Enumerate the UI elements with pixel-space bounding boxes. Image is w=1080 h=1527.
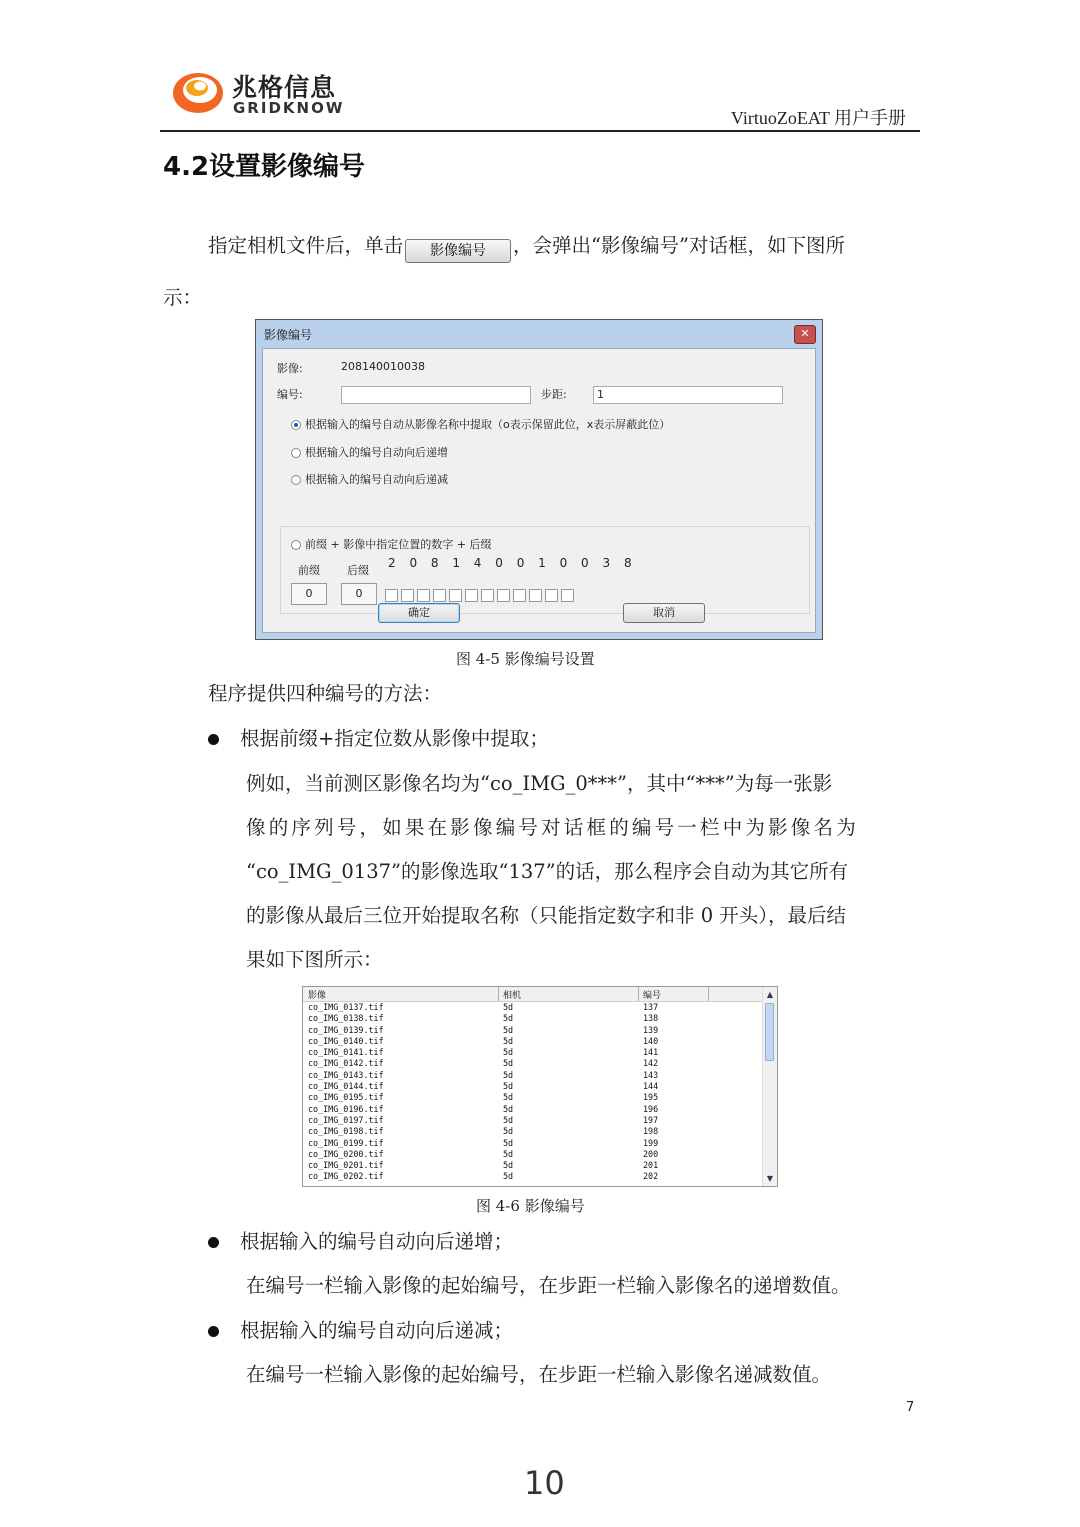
page-number: 7 (906, 1400, 915, 1415)
radio-icon[interactable] (291, 540, 301, 550)
cell-image-name: co_IMG_0195.tif (308, 1092, 384, 1103)
cell-camera: 5d (503, 1171, 514, 1182)
cell-image-name: co_IMG_0140.tif (308, 1035, 384, 1046)
cell-number: 198 (643, 1126, 659, 1137)
example-paragraph (246, 762, 926, 982)
example-line: 例如，当前测区影像名均为“co_IMG_0***”，其中“***”为每一张影 (246, 772, 833, 795)
cell-number: 142 (643, 1058, 659, 1069)
table-row[interactable] (303, 1025, 765, 1036)
cell-camera: 5d (503, 1058, 514, 1069)
image-digits: 2 0 8 1 4 0 0 1 0 0 3 8 (388, 556, 637, 570)
digit-checkbox[interactable] (561, 589, 574, 602)
digit-checkbox[interactable] (385, 589, 398, 602)
scroll-thumb[interactable] (765, 1003, 774, 1061)
digit-checkbox[interactable] (433, 589, 446, 602)
table-rows (303, 1002, 765, 1183)
table-row[interactable] (303, 1126, 765, 1137)
table-row[interactable] (303, 1092, 765, 1103)
cell-number: 138 (643, 1013, 659, 1024)
cell-image-name: co_IMG_0143.tif (308, 1069, 384, 1080)
cell-image-name: co_IMG_0139.tif (308, 1024, 384, 1035)
table-row[interactable] (303, 1047, 765, 1058)
table-row[interactable] (303, 1160, 765, 1171)
number-input[interactable] (341, 386, 531, 404)
method-2-title: 根据输入的编号自动向后递增； (240, 1230, 514, 1253)
cell-image-name: co_IMG_0137.tif (308, 1002, 384, 1012)
intro-line-2: 示： (163, 286, 203, 309)
column-header-image[interactable]: 影像 (308, 991, 327, 1001)
prefix-suffix-group (280, 526, 810, 614)
cell-number: 201 (643, 1160, 659, 1171)
table-row[interactable] (303, 1002, 765, 1013)
bullet-icon (208, 1326, 219, 1337)
cell-image-name: co_IMG_0201.tif (308, 1160, 384, 1171)
radio-icon[interactable] (291, 475, 301, 485)
intro-text-after: ，会弹出“影像编号”对话框，如下图所 (513, 234, 845, 257)
cell-number: 143 (643, 1069, 659, 1080)
option-prefix-suffix-label: 前缀 + 影像中指定位置的数字 + 后缀 (305, 538, 492, 551)
table-row[interactable] (303, 1138, 765, 1149)
method-3-title: 根据输入的编号自动向后递减； (240, 1319, 514, 1342)
image-label: 影像: (277, 362, 303, 375)
figure-caption-4-5: 图 4-5 影像编号设置 (456, 650, 595, 668)
image-numbering-dialog (255, 319, 823, 640)
digit-checkbox[interactable] (481, 589, 494, 602)
cell-number: 144 (643, 1081, 659, 1092)
cell-image-name: co_IMG_0200.tif (308, 1148, 384, 1159)
bullet-icon (208, 734, 219, 745)
digit-checkbox[interactable] (513, 589, 526, 602)
cell-camera: 5d (503, 1160, 514, 1171)
cell-camera: 5d (503, 1137, 514, 1148)
example-line: 果如下图所示： (246, 948, 383, 971)
cancel-button[interactable]: 取消 (623, 603, 705, 623)
scroll-down-icon[interactable]: ▼ (766, 1174, 774, 1183)
cell-number: 196 (643, 1103, 659, 1114)
cell-camera: 5d (503, 1035, 514, 1046)
option-decrement[interactable] (291, 471, 448, 487)
digit-checkbox[interactable] (401, 589, 414, 602)
cell-number: 199 (643, 1137, 659, 1148)
table-row[interactable] (303, 1058, 765, 1069)
dialog-body (262, 348, 816, 633)
example-line: 的影像从最后三位开始提取名称（只能指定数字和非 0 开头），最后结 (246, 904, 847, 927)
cell-number: 197 (643, 1114, 659, 1125)
image-numbering-table (302, 986, 778, 1187)
column-header-number[interactable]: 编号 (643, 991, 662, 1001)
cell-image-name: co_IMG_0142.tif (308, 1058, 384, 1069)
digit-checkbox[interactable] (417, 589, 430, 602)
number-label: 编号: (277, 388, 303, 401)
cell-camera: 5d (503, 1148, 514, 1159)
figure-caption-4-6: 图 4-6 影像编号 (476, 1197, 585, 1215)
digit-checkbox[interactable] (497, 589, 510, 602)
cell-number: 200 (643, 1148, 659, 1159)
table-row[interactable] (303, 1149, 765, 1160)
option-extract-from-name[interactable] (291, 416, 670, 432)
bullet-icon (208, 1237, 219, 1248)
cell-image-name: co_IMG_0138.tif (308, 1013, 384, 1024)
gridknow-logo-icon (170, 66, 226, 116)
table-scrollbar[interactable] (762, 987, 777, 1186)
digit-checkbox[interactable] (465, 589, 478, 602)
table-row[interactable] (303, 1036, 765, 1047)
image-value: 208140010038 (341, 360, 425, 373)
cell-camera: 5d (503, 1013, 514, 1024)
prefix-spinner[interactable]: 0 (291, 583, 327, 605)
radio-icon[interactable] (291, 420, 301, 430)
cell-camera: 5d (503, 1126, 514, 1137)
table-row[interactable] (303, 1070, 765, 1081)
cell-camera: 5d (503, 1069, 514, 1080)
intro-text-before: 指定相机文件后，单击 (208, 234, 404, 257)
intro-line-1 (208, 224, 928, 268)
cell-image-name: co_IMG_0199.tif (308, 1137, 384, 1148)
cell-image-name: co_IMG_0202.tif (308, 1171, 384, 1182)
example-line: 像的序列号，如果在影像编号对话框的编号一栏中为影像名为 (246, 816, 859, 839)
cell-camera: 5d (503, 1114, 514, 1125)
method-3-description: 在编号一栏输入影像的起始编号，在步距一栏输入影像名递减数值。 (246, 1363, 832, 1386)
cell-number: 139 (643, 1024, 659, 1035)
close-icon[interactable]: ✕ (794, 325, 816, 344)
suffix-label: 后缀 (347, 564, 369, 577)
cell-image-name: co_IMG_0144.tif (308, 1081, 384, 1092)
example-line: “co_IMG_0137”的影像选取“137”的话，那么程序会自动为其它所有 (246, 860, 849, 883)
method-1-title: 根据前缀+指定位数从影像中提取； (240, 727, 549, 750)
column-separator[interactable] (498, 987, 499, 1001)
table-row[interactable] (303, 1081, 765, 1092)
column-header-camera[interactable]: 相机 (503, 991, 522, 1001)
cell-camera: 5d (503, 1092, 514, 1103)
column-separator[interactable] (708, 987, 709, 1001)
suffix-spinner[interactable]: 0 (341, 583, 377, 605)
step-label: 步距: (541, 388, 567, 401)
cell-image-name: co_IMG_0197.tif (308, 1114, 384, 1125)
option-decrement-label: 根据输入的编号自动向后递减 (305, 473, 448, 486)
cell-camera: 5d (503, 1047, 514, 1058)
prefix-label: 前缀 (298, 564, 320, 577)
step-input[interactable]: 1 (593, 386, 783, 404)
option-increment-label: 根据输入的编号自动向后递增 (305, 446, 448, 459)
table-header (303, 987, 765, 1002)
cell-number: 137 (643, 1002, 659, 1012)
header-divider (160, 130, 920, 132)
cell-number: 195 (643, 1092, 659, 1103)
cell-image-name: co_IMG_0196.tif (308, 1103, 384, 1114)
digit-checkbox[interactable] (529, 589, 542, 602)
cell-image-name: co_IMG_0198.tif (308, 1126, 384, 1137)
logo-chinese-name: 兆格信息 (232, 73, 337, 102)
methods-intro: 程序提供四种编号的方法： (208, 682, 443, 705)
page-footer-number: 10 (524, 1464, 565, 1502)
cell-camera: 5d (503, 1002, 514, 1012)
option-extract-label: 根据输入的编号自动从影像名称中提取（o表示保留此位，x表示屏蔽此位） (305, 418, 671, 431)
cell-image-name: co_IMG_0141.tif (308, 1047, 384, 1058)
document-title: VirtuoZoEAT 用户手册 (730, 108, 906, 128)
cell-camera: 5d (503, 1103, 514, 1114)
table-row[interactable] (303, 1171, 765, 1182)
image-numbering-button[interactable]: 影像编号 (405, 239, 511, 263)
option-increment[interactable] (291, 444, 448, 460)
table-row[interactable] (303, 1115, 765, 1126)
column-separator[interactable] (638, 987, 639, 1001)
table-row[interactable] (303, 1104, 765, 1115)
radio-icon[interactable] (291, 448, 301, 458)
dialog-title: 影像编号 (264, 328, 313, 342)
cell-camera: 5d (503, 1024, 514, 1035)
logo-english-name: GRIDKNOW (233, 99, 345, 117)
table-row[interactable] (303, 1013, 765, 1024)
section-title: 4.2设置影像编号 (163, 152, 366, 182)
cell-camera: 5d (503, 1081, 514, 1092)
option-prefix-suffix[interactable] (291, 536, 491, 552)
cell-number: 140 (643, 1035, 659, 1046)
digit-checkbox[interactable] (449, 589, 462, 602)
scroll-up-icon[interactable]: ▲ (766, 990, 774, 999)
cell-number: 202 (643, 1171, 659, 1182)
digit-checkbox[interactable] (545, 589, 558, 602)
cell-number: 141 (643, 1047, 659, 1058)
method-2-description: 在编号一栏输入影像的起始编号，在步距一栏输入影像名的递增数值。 (246, 1274, 851, 1297)
ok-button[interactable]: 确定 (378, 603, 460, 623)
